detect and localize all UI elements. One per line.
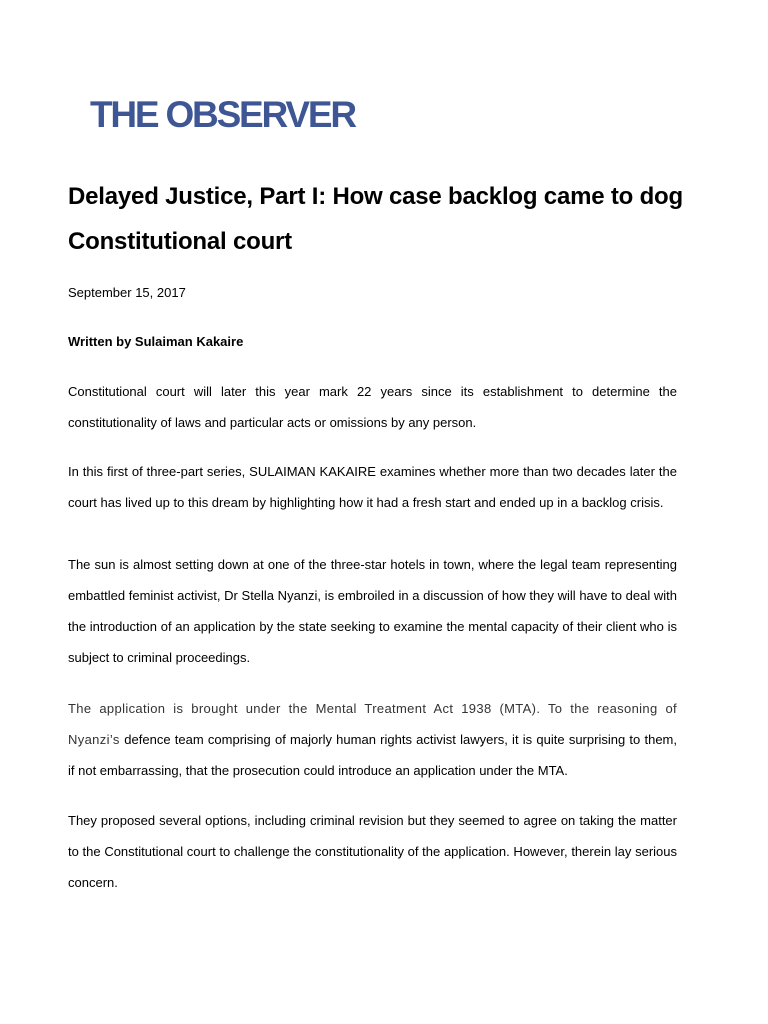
article-paragraph-5: They proposed several options, including criminal revision but they seemed to agree on taking the matter to the Constitutional court to challenge the constitutionality of the application. However, therein lay serious concern.	[68, 813, 677, 890]
article-paragraph-1: Constitutional court will later this year mark 22 years since its establishment to determine the constitutionality of laws and particular acts or omissions by any person.	[68, 384, 677, 430]
publication-masthead: THE OBSERVER	[90, 94, 355, 135]
article-paragraph-3: The sun is almost setting down at one of the three-star hotels in town, where the legal team representing embattled feminist activist, Dr Stella Nyanzi, is embroiled in a discussion of how they will have to deal with the introduction of an application by the state seeking to examine the mental capacity of their client who is subject to criminal proceedings.	[68, 557, 677, 665]
article-paragraph-2: In this first of three-part series, SULAIMAN KAKAIRE examines whether more than two decades later the court has lived up to this dream by highlighting how it had a fresh start and ended up in a backlog crisis.	[68, 464, 677, 510]
article-date: September 15, 2017	[68, 285, 186, 300]
article-paragraph-4-text: The application is brought under the Mental Treatment Act 1938 (MTA). To the reasoning of Nyanzi’s defence team comprising of majorly human rights activist lawyers, it is quite surprising to them, if not embarrassing, that the prosecution could introduce an application under the MTA.	[68, 701, 677, 778]
article-byline: Written by Sulaiman Kakaire	[68, 334, 244, 349]
article-headline: Delayed Justice, Part I: How case backlog came to dog Constitutional court	[68, 183, 683, 255]
article-paragraph-4	[68, 693, 677, 786]
